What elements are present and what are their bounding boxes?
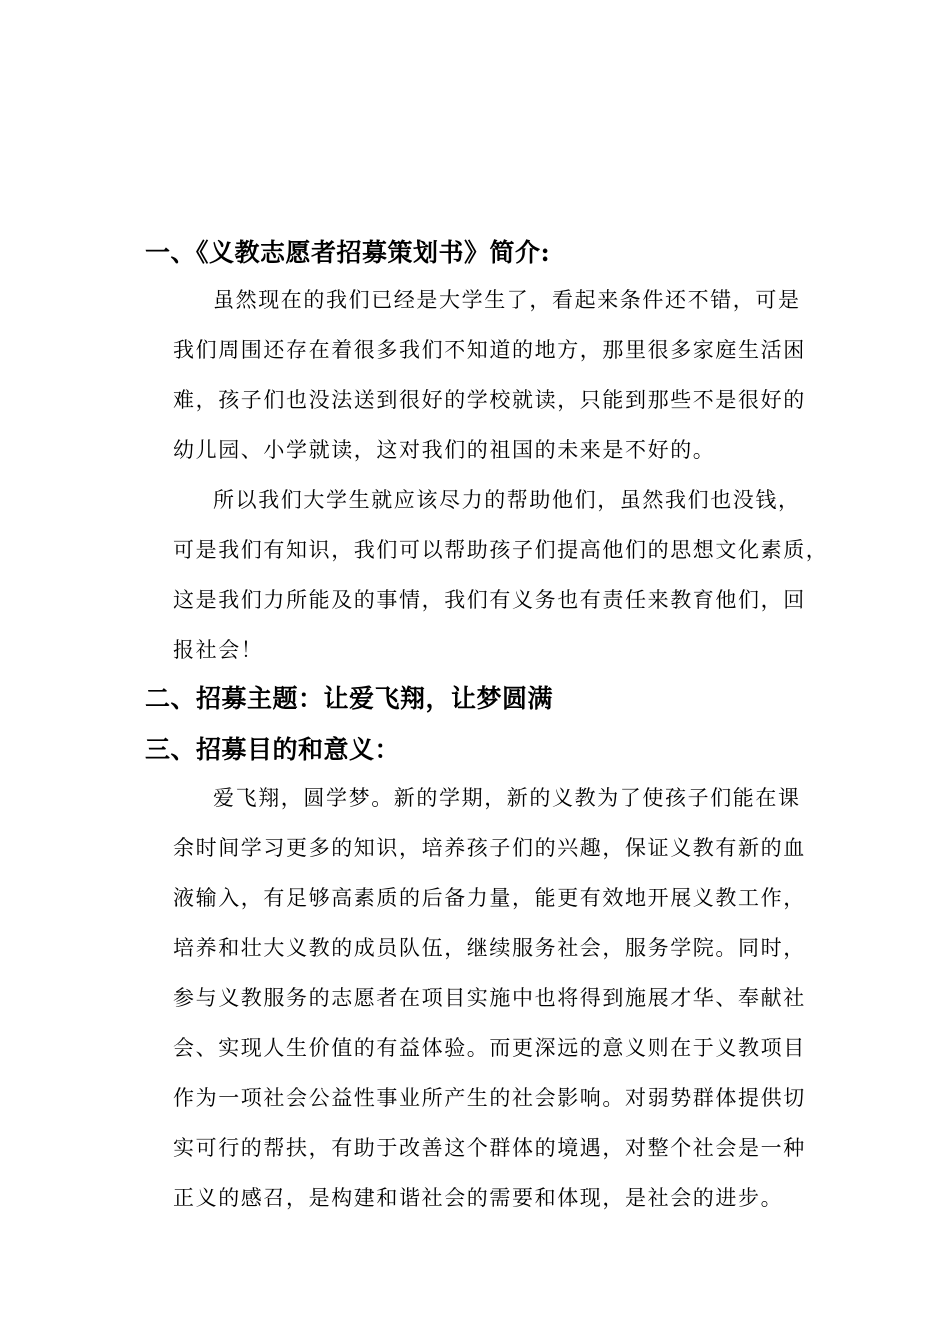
section-1-para-1-line-3: 难，孩子们也没法送到很好的学校就读，只能到那些不是很好的: [173, 388, 806, 412]
section-1-para-2-line-2: 可是我们有知识，我们可以帮助孩子们提高他们的思想文化素质，: [173, 538, 829, 562]
section-3-para-line-4: 培养和壮大义教的成员队伍，继续服务社会，服务学院。同时，: [173, 936, 806, 960]
section-1-para-1-line-1: 虽然现在的我们已经是大学生了，看起来条件还不错，可是: [213, 288, 801, 312]
section-1-para-2-line-4: 报社会！: [173, 638, 264, 662]
section-1-heading: 一、《义教志愿者招募策划书》简介:: [145, 238, 551, 267]
section-3-para-line-6: 会、实现人生价值的有益体验。而更深远的意义则在于义教项目: [173, 1036, 806, 1060]
section-1-para-1-line-2: 我们周围还存在着很多我们不知道的地方，那里很多家庭生活困: [173, 338, 806, 362]
section-3-heading: 三、招募目的和意义：: [145, 735, 401, 764]
section-1-para-2-line-1: 所以我们大学生就应该尽力的帮助他们，虽然我们也没钱，: [213, 488, 801, 512]
section-3-para-line-2: 余时间学习更多的知识，培养孩子们的兴趣，保证义教有新的血: [173, 836, 806, 860]
section-3-para-line-9: 正义的感召，是构建和谐社会的需要和体现，是社会的进步。: [173, 1186, 784, 1210]
section-3-para-line-8: 实可行的帮扶，有助于改善这个群体的境遇，对整个社会是一种: [173, 1136, 806, 1160]
section-3-para-line-3: 液输入，有足够高素质的后备力量，能更有效地开展义教工作，: [173, 886, 806, 910]
section-3-para-line-5: 参与义教服务的志愿者在项目实施中也将得到施展才华、奉献社: [173, 986, 806, 1010]
section-2-heading: 二、招募主题：让爱飞翔，让梦圆满: [145, 684, 554, 713]
section-3-para-line-7: 作为一项社会公益性事业所产生的社会影响。对弱势群体提供切: [173, 1086, 806, 1110]
section-1-para-1-line-4: 幼儿园、小学就读，这对我们的祖国的未来是不好的。: [173, 438, 716, 462]
section-3-para-line-1: 爱飞翔，圆学梦。新的学期，新的义教为了使孩子们能在课: [213, 786, 801, 810]
section-1-para-2-line-3: 这是我们力所能及的事情，我们有义务也有责任来教育他们，回: [173, 588, 806, 612]
